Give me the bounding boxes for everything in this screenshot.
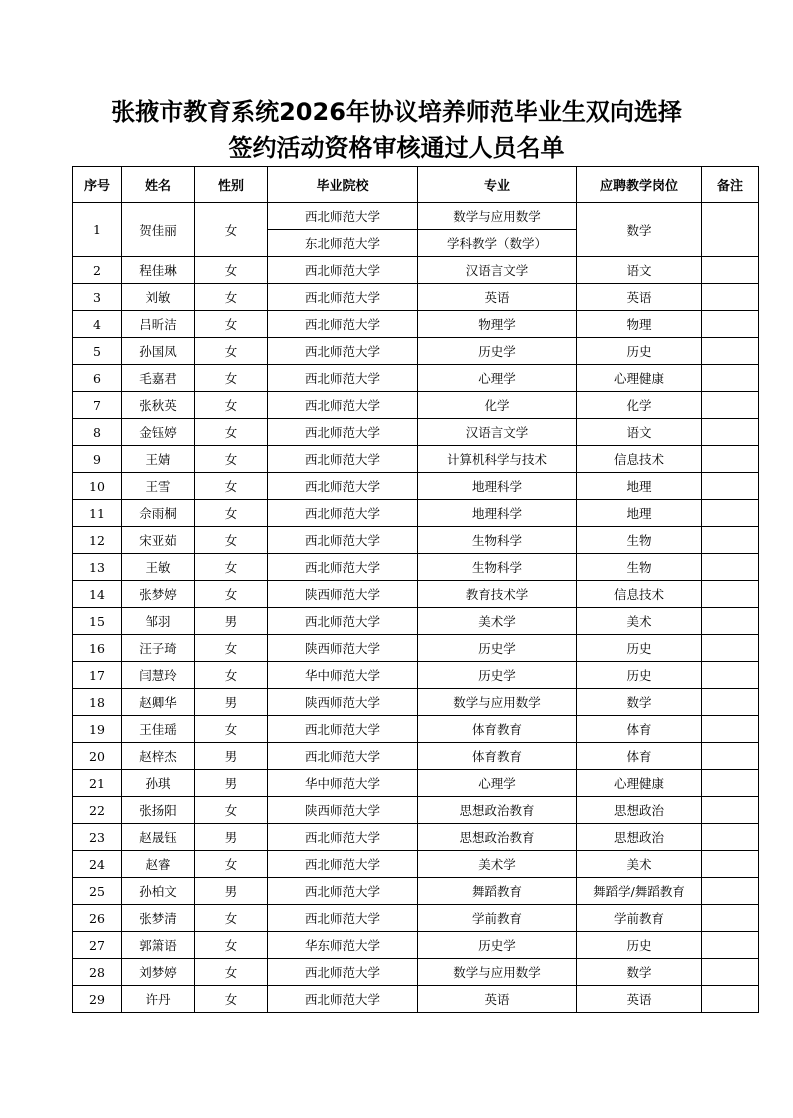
cell-major: 思想政治教育 (418, 797, 577, 824)
cell-school: 西北师范大学 (268, 419, 418, 446)
cell-name: 闫慧玲 (122, 662, 195, 689)
table-row (73, 689, 759, 716)
cell-note (702, 959, 759, 986)
table-row (73, 257, 759, 284)
cell-major: 历史学 (418, 338, 577, 365)
cell-note (702, 554, 759, 581)
header-major: 专业 (418, 167, 577, 203)
header-name: 姓名 (122, 167, 195, 203)
cell-major: 英语 (418, 986, 577, 1013)
cell-school: 西北师范大学 (268, 473, 418, 500)
header-gender: 性别 (195, 167, 268, 203)
cell-major: 地理科学 (418, 473, 577, 500)
table-row (73, 419, 759, 446)
cell-major: 物理学 (418, 311, 577, 338)
candidate-table (72, 166, 759, 1013)
cell-school: 西北师范大学 (268, 986, 418, 1013)
cell-post: 历史 (577, 662, 702, 689)
cell-post: 思想政治 (577, 797, 702, 824)
cell-school: 西北师范大学 (268, 284, 418, 311)
cell-post: 语文 (577, 419, 702, 446)
cell-gender: 男 (195, 743, 268, 770)
cell-gender: 女 (195, 905, 268, 932)
cell-note (702, 932, 759, 959)
cell-name: 孙国凤 (122, 338, 195, 365)
cell-school: 西北师范大学 (268, 365, 418, 392)
table-row (73, 527, 759, 554)
table-row (73, 284, 759, 311)
cell-post: 学前教育 (577, 905, 702, 932)
cell-name: 赵卿华 (122, 689, 195, 716)
cell-post: 物理 (577, 311, 702, 338)
cell-no: 24 (73, 851, 122, 878)
cell-post: 舞蹈学/舞蹈教育 (577, 878, 702, 905)
cell-post: 英语 (577, 986, 702, 1013)
cell-post: 数学 (577, 959, 702, 986)
cell-major: 生物科学 (418, 554, 577, 581)
cell-name: 王佳瑶 (122, 716, 195, 743)
cell-no: 3 (73, 284, 122, 311)
cell-post: 数学 (577, 203, 702, 257)
cell-note (702, 338, 759, 365)
table-row (73, 851, 759, 878)
table-row (73, 716, 759, 743)
cell-name: 赵梓杰 (122, 743, 195, 770)
cell-gender: 女 (195, 473, 268, 500)
cell-post: 化学 (577, 392, 702, 419)
cell-name: 孙柏文 (122, 878, 195, 905)
cell-school: 西北师范大学 (268, 257, 418, 284)
cell-note (702, 392, 759, 419)
cell-school: 西北师范大学 (268, 311, 418, 338)
cell-gender: 女 (195, 959, 268, 986)
table-row (73, 203, 759, 230)
cell-gender: 女 (195, 932, 268, 959)
cell-school: 西北师范大学 (268, 716, 418, 743)
cell-school: 西北师范大学 (268, 959, 418, 986)
cell-post: 生物 (577, 527, 702, 554)
cell-school: 东北师范大学 (268, 230, 418, 257)
cell-gender: 女 (195, 257, 268, 284)
cell-note (702, 635, 759, 662)
cell-major: 体育教育 (418, 743, 577, 770)
cell-name: 程佳琳 (122, 257, 195, 284)
cell-gender: 女 (195, 635, 268, 662)
cell-post: 心理健康 (577, 770, 702, 797)
cell-name: 张秋英 (122, 392, 195, 419)
cell-major: 舞蹈教育 (418, 878, 577, 905)
cell-no: 27 (73, 932, 122, 959)
cell-school: 西北师范大学 (268, 824, 418, 851)
cell-note (702, 824, 759, 851)
cell-no: 2 (73, 257, 122, 284)
cell-school: 华中师范大学 (268, 662, 418, 689)
cell-post: 美术 (577, 851, 702, 878)
cell-no: 12 (73, 527, 122, 554)
cell-major: 教育技术学 (418, 581, 577, 608)
cell-no: 4 (73, 311, 122, 338)
cell-major: 思想政治教育 (418, 824, 577, 851)
cell-post: 地理 (577, 473, 702, 500)
cell-major: 化学 (418, 392, 577, 419)
cell-no: 5 (73, 338, 122, 365)
cell-post: 生物 (577, 554, 702, 581)
cell-school: 西北师范大学 (268, 446, 418, 473)
header-post: 应聘教学岗位 (577, 167, 702, 203)
cell-major: 历史学 (418, 662, 577, 689)
cell-major: 历史学 (418, 635, 577, 662)
cell-no: 9 (73, 446, 122, 473)
cell-major: 计算机科学与技术 (418, 446, 577, 473)
cell-post: 体育 (577, 716, 702, 743)
cell-name: 许丹 (122, 986, 195, 1013)
cell-gender: 女 (195, 284, 268, 311)
cell-post: 心理健康 (577, 365, 702, 392)
cell-major: 数学与应用数学 (418, 959, 577, 986)
cell-post: 体育 (577, 743, 702, 770)
cell-note (702, 716, 759, 743)
cell-name: 赵睿 (122, 851, 195, 878)
cell-major: 历史学 (418, 932, 577, 959)
cell-gender: 女 (195, 500, 268, 527)
table-row (73, 392, 759, 419)
cell-gender: 男 (195, 689, 268, 716)
cell-no: 8 (73, 419, 122, 446)
cell-gender: 女 (195, 392, 268, 419)
table-row (73, 635, 759, 662)
cell-note (702, 311, 759, 338)
cell-no: 1 (73, 203, 122, 257)
cell-school: 西北师范大学 (268, 905, 418, 932)
cell-name: 孙琪 (122, 770, 195, 797)
cell-school: 华中师范大学 (268, 770, 418, 797)
cell-note (702, 284, 759, 311)
cell-major: 体育教育 (418, 716, 577, 743)
cell-no: 26 (73, 905, 122, 932)
cell-gender: 女 (195, 716, 268, 743)
cell-note (702, 257, 759, 284)
table-row (73, 986, 759, 1013)
cell-school: 陕西师范大学 (268, 689, 418, 716)
cell-note (702, 446, 759, 473)
table-row (73, 338, 759, 365)
cell-note (702, 905, 759, 932)
cell-school: 西北师范大学 (268, 338, 418, 365)
table-row (73, 878, 759, 905)
table-row (73, 608, 759, 635)
cell-major: 数学与应用数学 (418, 203, 577, 230)
cell-no: 14 (73, 581, 122, 608)
cell-no: 20 (73, 743, 122, 770)
cell-gender: 女 (195, 311, 268, 338)
cell-note (702, 878, 759, 905)
table-row (73, 932, 759, 959)
cell-name: 毛嘉君 (122, 365, 195, 392)
cell-no: 29 (73, 986, 122, 1013)
cell-name: 金钰婷 (122, 419, 195, 446)
cell-major: 心理学 (418, 365, 577, 392)
cell-note (702, 527, 759, 554)
cell-school: 西北师范大学 (268, 851, 418, 878)
cell-school: 西北师范大学 (268, 203, 418, 230)
cell-name: 赵晟钰 (122, 824, 195, 851)
cell-school: 西北师范大学 (268, 608, 418, 635)
table-row (73, 311, 759, 338)
cell-note (702, 851, 759, 878)
cell-note (702, 743, 759, 770)
table-row (73, 365, 759, 392)
cell-name: 郭箫语 (122, 932, 195, 959)
cell-school: 西北师范大学 (268, 878, 418, 905)
cell-school: 陕西师范大学 (268, 635, 418, 662)
cell-note (702, 608, 759, 635)
table-row (73, 770, 759, 797)
table-row (73, 581, 759, 608)
cell-no: 22 (73, 797, 122, 824)
cell-post: 思想政治 (577, 824, 702, 851)
cell-no: 18 (73, 689, 122, 716)
table-row (73, 824, 759, 851)
cell-gender: 男 (195, 770, 268, 797)
cell-post: 信息技术 (577, 581, 702, 608)
cell-gender: 女 (195, 446, 268, 473)
cell-major: 美术学 (418, 851, 577, 878)
table-row (73, 797, 759, 824)
table-row (73, 743, 759, 770)
cell-no: 19 (73, 716, 122, 743)
cell-gender: 女 (195, 554, 268, 581)
cell-note (702, 473, 759, 500)
cell-note (702, 581, 759, 608)
cell-post: 英语 (577, 284, 702, 311)
cell-name: 张梦清 (122, 905, 195, 932)
cell-gender: 女 (195, 797, 268, 824)
cell-gender: 男 (195, 878, 268, 905)
cell-major: 汉语言文学 (418, 257, 577, 284)
cell-name: 张扬阳 (122, 797, 195, 824)
cell-major: 数学与应用数学 (418, 689, 577, 716)
cell-note (702, 203, 759, 257)
cell-post: 美术 (577, 608, 702, 635)
header-no: 序号 (73, 167, 122, 203)
cell-post: 数学 (577, 689, 702, 716)
cell-name: 汪子琦 (122, 635, 195, 662)
document-title-line-1: 张掖市教育系统2026年协议培养师范毕业生双向选择 (111, 98, 682, 126)
cell-school: 西北师范大学 (268, 554, 418, 581)
cell-gender: 女 (195, 338, 268, 365)
document-title-line-2: 签约活动资格审核通过人员名单 (228, 134, 565, 162)
cell-note (702, 365, 759, 392)
cell-gender: 女 (195, 986, 268, 1013)
cell-major: 英语 (418, 284, 577, 311)
cell-gender: 女 (195, 419, 268, 446)
cell-school: 西北师范大学 (268, 392, 418, 419)
cell-gender: 男 (195, 824, 268, 851)
cell-post: 历史 (577, 635, 702, 662)
header-school: 毕业院校 (268, 167, 418, 203)
table-row (73, 554, 759, 581)
cell-school: 西北师范大学 (268, 500, 418, 527)
cell-post: 历史 (577, 932, 702, 959)
cell-post: 信息技术 (577, 446, 702, 473)
cell-school: 陕西师范大学 (268, 797, 418, 824)
cell-major: 学前教育 (418, 905, 577, 932)
cell-school: 西北师范大学 (268, 527, 418, 554)
cell-note (702, 770, 759, 797)
table-row (73, 905, 759, 932)
cell-post: 语文 (577, 257, 702, 284)
cell-major: 心理学 (418, 770, 577, 797)
table-row (73, 959, 759, 986)
table-row (73, 662, 759, 689)
cell-name: 佘雨桐 (122, 500, 195, 527)
cell-gender: 女 (195, 662, 268, 689)
cell-gender: 女 (195, 365, 268, 392)
cell-name: 王雪 (122, 473, 195, 500)
table-row (73, 446, 759, 473)
cell-name: 吕昕洁 (122, 311, 195, 338)
cell-note (702, 689, 759, 716)
cell-no: 6 (73, 365, 122, 392)
cell-no: 23 (73, 824, 122, 851)
cell-no: 28 (73, 959, 122, 986)
cell-gender: 女 (195, 851, 268, 878)
cell-name: 贺佳丽 (122, 203, 195, 257)
cell-no: 13 (73, 554, 122, 581)
cell-name: 张梦婷 (122, 581, 195, 608)
cell-no: 21 (73, 770, 122, 797)
cell-no: 10 (73, 473, 122, 500)
cell-post: 地理 (577, 500, 702, 527)
cell-major: 地理科学 (418, 500, 577, 527)
cell-note (702, 419, 759, 446)
cell-post: 历史 (577, 338, 702, 365)
cell-name: 邹羽 (122, 608, 195, 635)
cell-gender: 女 (195, 203, 268, 257)
cell-name: 宋亚茹 (122, 527, 195, 554)
cell-note (702, 986, 759, 1013)
table-header-row (73, 167, 759, 203)
cell-major: 生物科学 (418, 527, 577, 554)
cell-major: 汉语言文学 (418, 419, 577, 446)
cell-name: 王敏 (122, 554, 195, 581)
header-note: 备注 (702, 167, 759, 203)
cell-gender: 女 (195, 581, 268, 608)
table-row (73, 473, 759, 500)
cell-major: 学科教学（数学） (418, 230, 577, 257)
cell-school: 陕西师范大学 (268, 581, 418, 608)
cell-note (702, 662, 759, 689)
cell-no: 7 (73, 392, 122, 419)
cell-name: 刘敏 (122, 284, 195, 311)
cell-name: 刘梦婷 (122, 959, 195, 986)
cell-major: 美术学 (418, 608, 577, 635)
table-row (73, 500, 759, 527)
cell-no: 15 (73, 608, 122, 635)
cell-no: 11 (73, 500, 122, 527)
cell-school: 华东师范大学 (268, 932, 418, 959)
cell-note (702, 500, 759, 527)
cell-no: 25 (73, 878, 122, 905)
cell-gender: 男 (195, 608, 268, 635)
cell-note (702, 797, 759, 824)
cell-no: 16 (73, 635, 122, 662)
cell-no: 17 (73, 662, 122, 689)
cell-school: 西北师范大学 (268, 743, 418, 770)
cell-name: 王婧 (122, 446, 195, 473)
cell-gender: 女 (195, 527, 268, 554)
